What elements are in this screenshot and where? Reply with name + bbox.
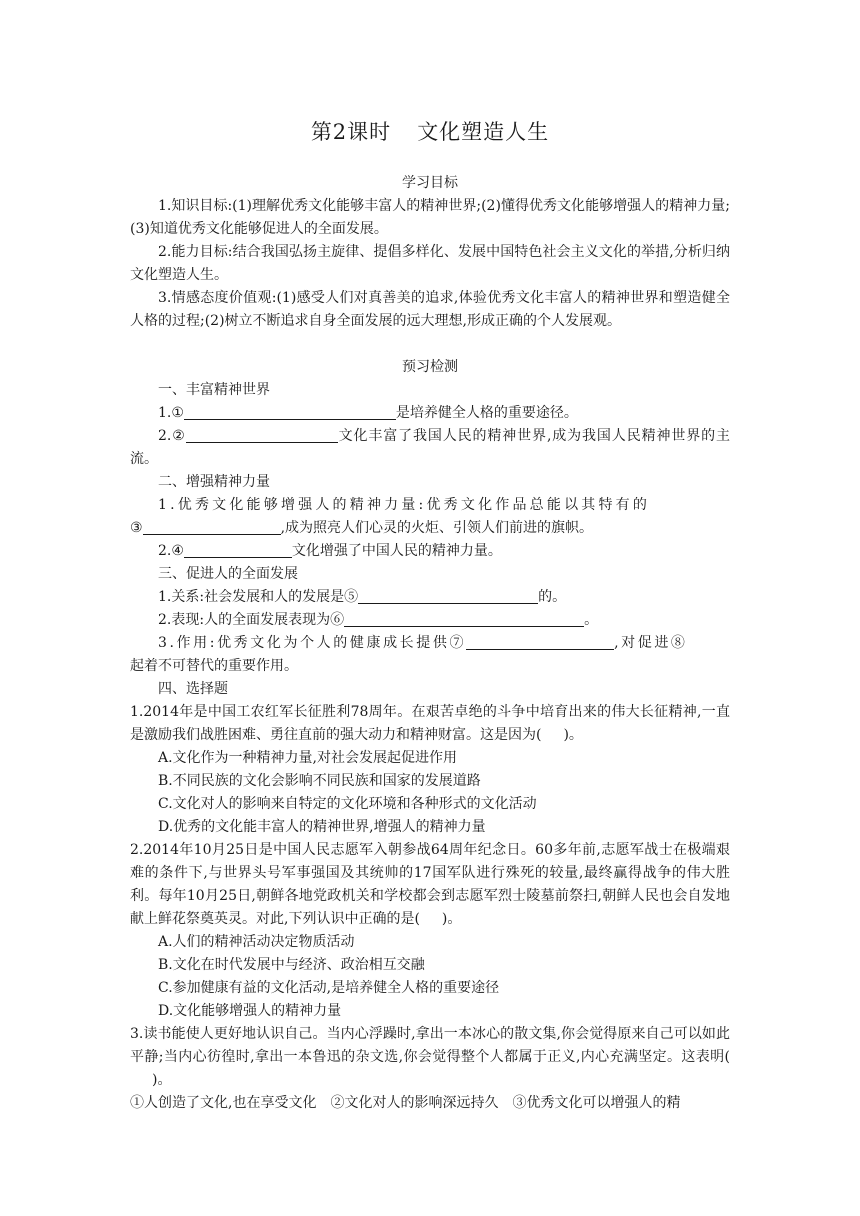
question-stem: 2.2014年10月25日是中国人民志愿军入朝参战64周年纪念日。60多年前,志愿军战士在极端艰难的条件下,与世界头号军事强国及其统帅的17国军队进行殊死的较量,最终赢得战争的伟大胜利。每年10月25日,朝鲜各地党政机关和学校都会到志愿军烈士陵墓前祭扫,朝鲜人民也会自发地献上鲜花祭奠英灵。对此,下列认识中正确的是( )。 <box>130 842 730 927</box>
answer-blank[interactable] <box>143 518 281 535</box>
answer-blank[interactable] <box>184 403 396 420</box>
answer-blank[interactable] <box>344 610 584 627</box>
fill-question: ③ ,成为照亮人们心灵的火炬、引领人们前进的旗帜。 <box>130 520 594 536</box>
fill-question-line: 1.优秀文化能够增强人的精神力量:优秀文化作品总能以其特有的 <box>158 497 651 513</box>
lesson-topic: 文化塑造人生 <box>417 120 550 144</box>
content-body <box>130 172 730 1115</box>
section-title: 四、选择题 <box>158 681 228 697</box>
question-stem: 1.2014年是中国工农红军长征胜利78周年。在艰苦卓绝的斗争中培育出来的伟大长征精神,一直是激励我们战胜困难、勇往直前的强大动力和精神财富。这是因为( )。 <box>130 704 730 743</box>
answer-blank[interactable] <box>184 541 292 558</box>
lesson-title <box>0 116 860 146</box>
option-b[interactable]: B.不同民族的文化会影响不同民族和国家的发展道路 <box>158 773 481 789</box>
answer-blank[interactable] <box>358 587 538 604</box>
fill-question: 2.② 文化丰富了我国人民的精神世界,成为我国人民精神世界的主流。 <box>130 428 730 467</box>
answer-blank[interactable] <box>466 633 614 650</box>
option-d[interactable]: D.文化能够增强人的精神力量 <box>158 1003 342 1019</box>
goal-item: 1.知识目标:(1)理解优秀文化能够丰富人的精神世界;(2)懂得优秀文化能够增强人的精神力量;(3)知道优秀文化能够促进人的全面发展。 <box>130 198 730 237</box>
question-stem: 3.读书能使人更好地认识自己。当内心浮躁时,拿出一本冰心的散文集,你会觉得原来自己可以如此平静;当内心彷徨时,拿出一本鲁迅的杂文选,你会觉得整个人都属于正义,内心充满坚定。这表明()。 <box>130 1026 730 1088</box>
option-c[interactable]: C.参加健康有益的文化活动,是培养健全人格的重要途径 <box>158 980 500 996</box>
option-b[interactable]: B.文化在时代发展中与经济、政治相互交融 <box>158 957 425 973</box>
section-title: 三、促进人的全面发展 <box>158 566 298 582</box>
fill-question: 2.表现:人的全面发展表现为⑥ 。 <box>158 612 599 628</box>
goal-item: 3.情感态度价值观:(1)感受人们对真善美的追求,体验优秀文化丰富人的精神世界和塑造健全人格的过程;(2)树立不断追求自身全面发展的远大理想,形成正确的个人发展观。 <box>130 290 730 329</box>
option-a[interactable]: A.人们的精神活动决定物质活动 <box>158 934 355 950</box>
fill-question-line: 起着不可替代的重要作用。 <box>130 658 298 674</box>
lesson-number: 第2课时 <box>310 120 392 144</box>
section-title: 二、增强精神力量 <box>158 474 270 490</box>
section-title: 一、丰富精神世界 <box>158 382 270 398</box>
fill-question: 2.④ 文化增强了中国人民的精神力量。 <box>158 543 502 559</box>
answer-blank[interactable] <box>186 426 338 443</box>
option-d[interactable]: D.优秀的文化能丰富人的精神世界,增强人的精神力量 <box>158 819 486 835</box>
preview-heading: 预习检测 <box>402 359 458 375</box>
fill-question: 3.作用:优秀文化为个人的健康成长提供⑦ ,对促进⑧ <box>158 635 688 651</box>
statement-list: ①人创造了文化,也在享受文化 ②文化对人的影响深远持久 ③优秀文化可以增强人的精 <box>130 1095 681 1111</box>
option-c[interactable]: C.文化对人的影响来自特定的文化环境和各种形式的文化活动 <box>158 796 537 812</box>
fill-question: 1.① 是培养健全人格的重要途径。 <box>158 405 578 421</box>
goals-heading: 学习目标 <box>402 175 458 191</box>
option-a[interactable]: A.文化作为一种精神力量,对社会发展起促进作用 <box>158 750 458 766</box>
goal-item: 2.能力目标:结合我国弘扬主旋律、提倡多样化、发展中国特色社会主义文化的举措,分析归纳文化塑造人生。 <box>130 244 730 283</box>
fill-question: 1.关系:社会发展和人的发展是⑤ 的。 <box>158 589 567 605</box>
